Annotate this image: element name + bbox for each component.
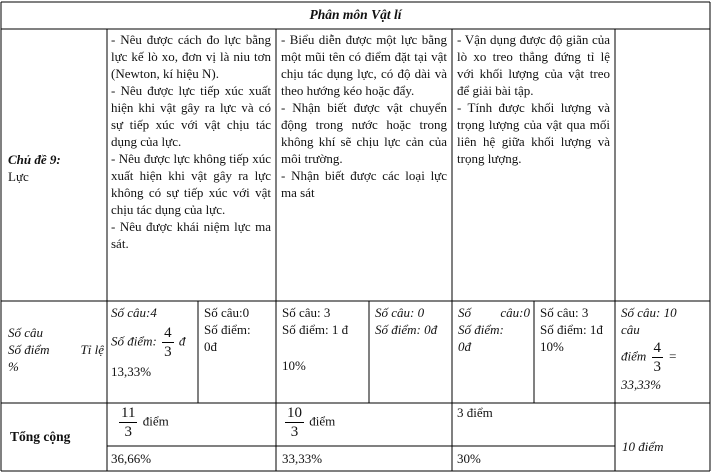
section-title: Phân môn Vật lí [309, 7, 402, 22]
score-cell-c1a [111, 304, 195, 380]
fraction-denominator: 3 [164, 344, 172, 360]
score-label-tile: Tỉ lệ [80, 342, 104, 357]
so-diem: Số điểm: 1 đ [282, 322, 349, 337]
list-item: - Nhận biết được các loại lực ma sát [281, 168, 447, 200]
topic-col3 [457, 31, 610, 167]
so-cau: Số câu: 10 [621, 305, 677, 320]
list-item: - Nêu được khái niệm lực ma sát. [111, 219, 271, 251]
score-row-label [8, 324, 104, 375]
diem-line [621, 339, 709, 376]
so-diem: Số điểm: 0đ [375, 322, 438, 337]
list-item: - Nhận biết được vật chuyển động trong nước hoặc trong không khí sẽ chịu lực cản của môi trường. [281, 100, 447, 166]
fraction-denominator: 3 [124, 424, 132, 440]
score-cell-c3b [540, 304, 614, 355]
so-cau: Số câu: 3 [540, 305, 589, 320]
fraction [162, 324, 174, 361]
total-cell-c3: 3 điểm [457, 405, 493, 420]
topic-label-cell [8, 151, 104, 185]
diem-value: 0đ [458, 339, 471, 354]
list-item: - Nêu được cách đo lực bằng lực kế lò xo, đơn vị là niu tơn (Newton, kí hiệu N). [111, 32, 271, 81]
unit: đ [178, 333, 186, 349]
fraction [652, 339, 664, 376]
percent: 10% [540, 339, 564, 354]
fraction [119, 404, 137, 441]
total-cell-c1 [117, 404, 267, 441]
percent: 13,33% [111, 364, 152, 379]
score-label-diem: Số điểm [8, 342, 50, 357]
unit: điểm [142, 413, 169, 429]
grand-total: 10 điểm [622, 439, 664, 454]
total-row-label: Tổng cộng [10, 429, 71, 444]
total-percent-c3: 30% [457, 451, 481, 466]
percent: 33,33% [621, 377, 662, 392]
fraction [285, 404, 304, 441]
so-cau: Số câu:0 [204, 305, 250, 320]
topic-label: Chủ đề 9: [8, 152, 61, 167]
score-label-line3: % [8, 359, 19, 374]
list-item: - Tính được khối lượng và trọng lượng của vật qua mối liên hệ giữa khối lượng và trọng lượng. [457, 100, 610, 166]
fraction-denominator: 3 [653, 359, 662, 375]
diem-value: 0đ [204, 339, 217, 354]
cau: câu [621, 322, 640, 337]
fraction-numerator: 11 [121, 405, 136, 421]
fraction-numerator: 4 [164, 325, 172, 341]
percent: 10% [282, 358, 306, 373]
diem-word: điểm [621, 348, 647, 364]
so-diem: Số điểm: [204, 322, 251, 337]
list-item: - Nêu được lực tiếp xúc xuất hiện khi vật gây ra lực và có sự tiếp xúc với vật chịu tác dụng của lực. [111, 83, 271, 149]
so-diem: Số điểm: [458, 322, 504, 337]
fraction-numerator: 10 [287, 405, 302, 421]
score-label-line1: Số câu [8, 325, 44, 340]
list-item: - Vận dụng được độ giãn của lò xo treo thẳng đứng tỉ lệ với khối lượng của vật treo để giải bài tập. [457, 32, 610, 98]
so-cau-a: Số [458, 305, 471, 320]
total-percent-c1: 36,66% [111, 451, 152, 466]
so-cau: Số câu: 0 [375, 305, 425, 320]
score-cell-c2a [282, 304, 366, 374]
score-cell-c3a [458, 304, 530, 355]
score-cell-c1b [204, 304, 274, 355]
score-label-line2 [8, 341, 104, 358]
so-cau-b: câu:0 [500, 305, 530, 320]
score-cell-c2b [375, 304, 451, 338]
unit: điểm [309, 413, 336, 429]
fraction-numerator: 4 [653, 340, 662, 356]
topic-col1 [111, 31, 271, 252]
so-diem: Số điểm: 1đ [540, 322, 603, 337]
so-cau: Số câu: 3 [282, 305, 331, 320]
so-cau-line [458, 304, 530, 321]
score-cell-total [621, 304, 709, 393]
equals: = [668, 348, 678, 364]
total-percent-c2: 33,33% [282, 451, 323, 466]
topic-col2 [281, 31, 447, 201]
so-diem: Số điểm: [111, 333, 157, 349]
list-item: - Biểu diễn được một lực bằng một mũi tên có điểm đặt tại vật chịu tác dụng lực, có độ dài và theo hướng kéo hoặc đẩy. [281, 32, 447, 98]
total-cell-c2 [283, 404, 433, 441]
so-diem-line [111, 324, 195, 361]
list-item: - Nêu được lực không tiếp xúc xuất hiện khi vật gây ra lực không có sự tiếp xúc với vật chịu tác dụng của lực. [111, 151, 271, 217]
fraction-denominator: 3 [290, 424, 299, 440]
topic-name: Lực [8, 169, 29, 184]
so-cau: Số câu:4 [111, 305, 157, 320]
